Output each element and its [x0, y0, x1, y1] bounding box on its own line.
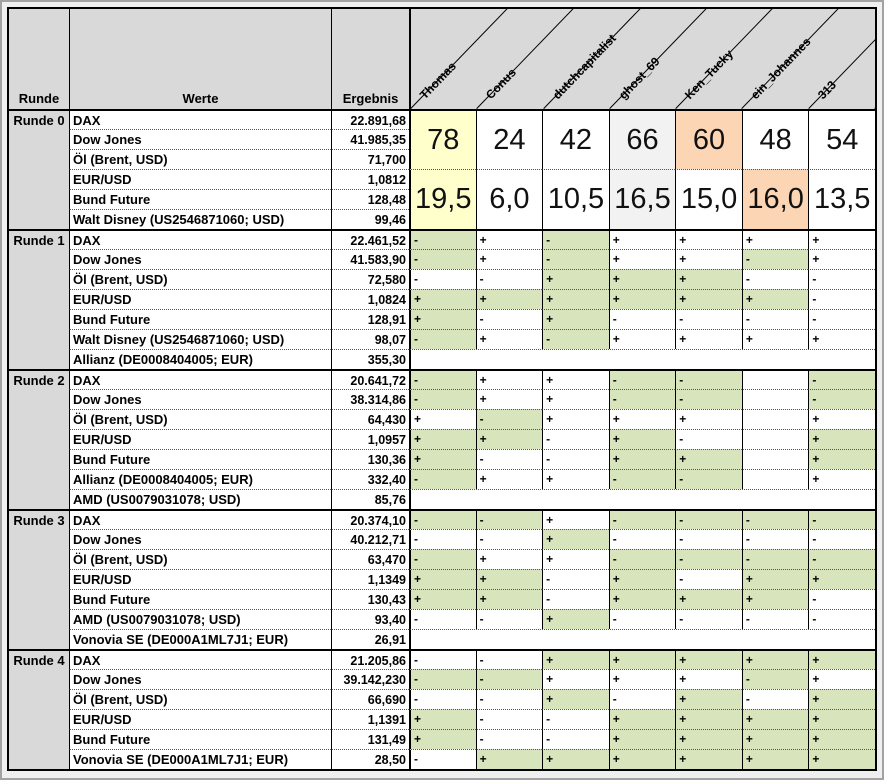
prediction-cell[interactable]: +: [675, 449, 742, 469]
instrument-name[interactable]: EUR/USD: [69, 569, 331, 589]
prediction-cell[interactable]: -: [808, 509, 875, 529]
prediction-cell[interactable]: +: [808, 249, 875, 269]
prediction-cell[interactable]: +: [609, 649, 676, 669]
prediction-cell[interactable]: +: [609, 429, 676, 449]
score-cell[interactable]: 19,5: [409, 169, 476, 229]
prediction-cell[interactable]: -: [808, 609, 875, 629]
prediction-cell[interactable]: +: [742, 749, 809, 769]
result-value[interactable]: 131,49: [331, 729, 409, 749]
prediction-cell[interactable]: +: [609, 229, 676, 249]
prediction-cell[interactable]: [742, 449, 809, 469]
prediction-cell[interactable]: -: [409, 509, 476, 529]
prediction-cell[interactable]: +: [675, 689, 742, 709]
prediction-cell[interactable]: [742, 409, 809, 429]
prediction-cell[interactable]: +: [675, 749, 742, 769]
prediction-cell[interactable]: +: [609, 749, 676, 769]
result-value[interactable]: 85,76: [331, 489, 409, 509]
new-instrument-empty-row[interactable]: [409, 349, 875, 369]
prediction-cell[interactable]: +: [609, 669, 676, 689]
prediction-cell[interactable]: -: [476, 509, 543, 529]
prediction-cell[interactable]: -: [542, 429, 609, 449]
instrument-name[interactable]: Bund Future: [69, 309, 331, 329]
prediction-cell[interactable]: +: [609, 569, 676, 589]
instrument-name[interactable]: Dow Jones: [69, 529, 331, 549]
prediction-cell[interactable]: +: [542, 689, 609, 709]
score-cell[interactable]: 16,5: [609, 169, 676, 229]
prediction-cell[interactable]: -: [742, 689, 809, 709]
prediction-cell[interactable]: -: [409, 269, 476, 289]
instrument-name[interactable]: Bund Future: [69, 589, 331, 609]
prediction-cell[interactable]: +: [675, 589, 742, 609]
result-value[interactable]: 1,0812: [331, 169, 409, 189]
prediction-cell[interactable]: +: [808, 329, 875, 349]
prediction-cell[interactable]: +: [808, 689, 875, 709]
prediction-cell[interactable]: +: [675, 709, 742, 729]
prediction-cell[interactable]: [742, 429, 809, 449]
score-cell[interactable]: 48: [742, 109, 809, 169]
prediction-cell[interactable]: -: [476, 669, 543, 689]
prediction-cell[interactable]: -: [808, 589, 875, 609]
prediction-cell[interactable]: +: [476, 469, 543, 489]
result-value[interactable]: 1,1349: [331, 569, 409, 589]
prediction-cell[interactable]: -: [742, 249, 809, 269]
prediction-cell[interactable]: +: [542, 609, 609, 629]
result-value[interactable]: 355,30: [331, 349, 409, 369]
instrument-name[interactable]: DAX: [69, 229, 331, 249]
result-value[interactable]: 66,690: [331, 689, 409, 709]
result-value[interactable]: 72,580: [331, 269, 409, 289]
prediction-cell[interactable]: +: [609, 729, 676, 749]
prediction-cell[interactable]: +: [808, 469, 875, 489]
prediction-cell[interactable]: +: [609, 289, 676, 309]
header-players: [409, 9, 875, 109]
diagonal-border-line: [874, 9, 875, 109]
prediction-cell[interactable]: -: [476, 729, 543, 749]
prediction-cell[interactable]: +: [542, 469, 609, 489]
prediction-cell[interactable]: -: [542, 569, 609, 589]
result-value[interactable]: 128,91: [331, 309, 409, 329]
result-value[interactable]: 64,430: [331, 409, 409, 429]
prediction-cell[interactable]: -: [609, 389, 676, 409]
result-value[interactable]: 22.461,52: [331, 229, 409, 249]
prediction-cell[interactable]: -: [609, 309, 676, 329]
prediction-cell[interactable]: +: [808, 729, 875, 749]
score-cell[interactable]: 54: [808, 109, 875, 169]
player-name[interactable]: Conus: [483, 65, 520, 102]
prediction-cell[interactable]: +: [742, 329, 809, 349]
prediction-cell[interactable]: +: [808, 669, 875, 689]
score-cell[interactable]: 15,0: [675, 169, 742, 229]
score-cell[interactable]: 24: [476, 109, 543, 169]
prediction-cell[interactable]: +: [675, 329, 742, 349]
round-label[interactable]: Runde 0: [9, 109, 69, 229]
prediction-cell[interactable]: -: [409, 329, 476, 349]
result-value[interactable]: 128,48: [331, 189, 409, 209]
prediction-cell[interactable]: [742, 389, 809, 409]
prediction-cell[interactable]: +: [675, 289, 742, 309]
prediction-cell[interactable]: -: [476, 709, 543, 729]
new-instrument-empty-row[interactable]: [409, 489, 875, 509]
instrument-name[interactable]: Walt Disney (US2546871060; USD): [69, 329, 331, 349]
prediction-cell[interactable]: +: [742, 229, 809, 249]
prediction-cell[interactable]: -: [808, 269, 875, 289]
player-name[interactable]: ein_Johannes: [748, 34, 815, 102]
result-value[interactable]: 130,43: [331, 589, 409, 609]
instrument-name[interactable]: Dow Jones: [69, 249, 331, 269]
prediction-cell[interactable]: -: [808, 369, 875, 389]
prediction-cell[interactable]: +: [409, 309, 476, 329]
header-runde[interactable]: Runde: [9, 9, 69, 109]
result-value[interactable]: 22.891,68: [331, 109, 409, 129]
prediction-cell[interactable]: +: [542, 529, 609, 549]
prediction-cell[interactable]: +: [609, 409, 676, 429]
prediction-cell[interactable]: +: [609, 249, 676, 269]
prediction-cell[interactable]: +: [742, 589, 809, 609]
instrument-name[interactable]: EUR/USD: [69, 289, 331, 309]
prediction-cell[interactable]: -: [742, 269, 809, 289]
prediction-cell[interactable]: +: [542, 309, 609, 329]
prediction-cell[interactable]: +: [609, 269, 676, 289]
prediction-cell[interactable]: -: [742, 669, 809, 689]
instrument-name[interactable]: Walt Disney (US2546871060; USD): [69, 209, 331, 229]
score-cell[interactable]: 13,5: [808, 169, 875, 229]
result-value[interactable]: 39.142,230: [331, 669, 409, 689]
prediction-cell[interactable]: -: [808, 549, 875, 569]
prediction-cell[interactable]: +: [542, 389, 609, 409]
prediction-cell[interactable]: -: [409, 549, 476, 569]
player-name[interactable]: dutchcapitalist: [549, 31, 619, 102]
result-value[interactable]: 332,40: [331, 469, 409, 489]
result-value[interactable]: 28,50: [331, 749, 409, 769]
prediction-cell[interactable]: +: [542, 509, 609, 529]
score-cell[interactable]: 6,0: [476, 169, 543, 229]
prediction-cell[interactable]: +: [409, 429, 476, 449]
prediction-cell[interactable]: +: [409, 709, 476, 729]
prediction-cell[interactable]: -: [675, 549, 742, 569]
prediction-cell[interactable]: +: [742, 709, 809, 729]
result-value[interactable]: 21.205,86: [331, 649, 409, 669]
player-name[interactable]: Thomas: [416, 59, 459, 102]
result-value[interactable]: 98,07: [331, 329, 409, 349]
prediction-cell[interactable]: -: [476, 409, 543, 429]
instrument-name[interactable]: EUR/USD: [69, 429, 331, 449]
prediction-cell[interactable]: -: [542, 229, 609, 249]
prediction-cell[interactable]: -: [609, 369, 676, 389]
prediction-cell[interactable]: +: [476, 329, 543, 349]
instrument-name[interactable]: DAX: [69, 109, 331, 129]
result-value[interactable]: 20.374,10: [331, 509, 409, 529]
prediction-cell[interactable]: -: [742, 549, 809, 569]
instrument-name[interactable]: DAX: [69, 369, 331, 389]
prediction-cell[interactable]: +: [542, 269, 609, 289]
round-label[interactable]: Runde 4: [9, 649, 69, 769]
prediction-cell[interactable]: +: [476, 289, 543, 309]
instrument-name[interactable]: Dow Jones: [69, 669, 331, 689]
prediction-cell[interactable]: [742, 369, 809, 389]
instrument-name[interactable]: Allianz (DE0008404005; EUR): [69, 349, 331, 369]
prediction-cell[interactable]: +: [808, 749, 875, 769]
result-value[interactable]: 40.212,71: [331, 529, 409, 549]
prediction-cell[interactable]: -: [476, 309, 543, 329]
instrument-name[interactable]: AMD (US0079031078; USD): [69, 489, 331, 509]
prediction-cell[interactable]: -: [808, 309, 875, 329]
result-value[interactable]: 99,46: [331, 209, 409, 229]
result-value[interactable]: 63,470: [331, 549, 409, 569]
prediction-cell[interactable]: -: [808, 389, 875, 409]
prediction-cell[interactable]: -: [476, 269, 543, 289]
prediction-cell[interactable]: -: [409, 749, 476, 769]
score-cell[interactable]: 16,0: [742, 169, 809, 229]
round-label[interactable]: Runde 1: [9, 229, 69, 369]
prediction-table: [7, 7, 877, 771]
prediction-cell[interactable]: -: [542, 709, 609, 729]
prediction-cell[interactable]: -: [609, 529, 676, 549]
prediction-cell[interactable]: -: [742, 609, 809, 629]
instrument-name[interactable]: Allianz (DE0008404005; EUR): [69, 469, 331, 489]
prediction-cell[interactable]: -: [409, 529, 476, 549]
prediction-cell[interactable]: +: [476, 549, 543, 569]
prediction-cell[interactable]: +: [476, 589, 543, 609]
prediction-cell[interactable]: +: [542, 649, 609, 669]
instrument-name[interactable]: Bund Future: [69, 189, 331, 209]
prediction-cell[interactable]: -: [742, 309, 809, 329]
prediction-cell[interactable]: +: [409, 729, 476, 749]
score-cell[interactable]: 42: [542, 109, 609, 169]
prediction-cell[interactable]: -: [409, 389, 476, 409]
prediction-cell[interactable]: -: [476, 449, 543, 469]
prediction-cell[interactable]: +: [476, 229, 543, 249]
new-instrument-empty-row[interactable]: [409, 629, 875, 649]
header-ergebnis[interactable]: Ergebnis: [331, 9, 409, 109]
prediction-cell[interactable]: -: [675, 429, 742, 449]
prediction-cell[interactable]: +: [675, 649, 742, 669]
prediction-cell[interactable]: -: [476, 609, 543, 629]
prediction-cell[interactable]: +: [808, 409, 875, 429]
prediction-cell[interactable]: -: [542, 449, 609, 469]
prediction-cell[interactable]: +: [808, 649, 875, 669]
prediction-cell[interactable]: -: [542, 729, 609, 749]
prediction-cell[interactable]: +: [609, 329, 676, 349]
round-label[interactable]: Runde 3: [9, 509, 69, 649]
prediction-cell[interactable]: -: [609, 689, 676, 709]
prediction-cell[interactable]: +: [675, 729, 742, 749]
prediction-cell[interactable]: -: [609, 509, 676, 529]
prediction-cell[interactable]: +: [476, 749, 543, 769]
prediction-cell[interactable]: -: [476, 649, 543, 669]
prediction-cell[interactable]: -: [409, 649, 476, 669]
prediction-cell[interactable]: -: [409, 609, 476, 629]
score-cell[interactable]: 60: [675, 109, 742, 169]
instrument-name[interactable]: Bund Future: [69, 449, 331, 469]
player-name[interactable]: ghost_69: [615, 54, 663, 102]
result-value[interactable]: 130,36: [331, 449, 409, 469]
prediction-cell[interactable]: -: [675, 369, 742, 389]
prediction-cell[interactable]: -: [542, 249, 609, 269]
prediction-cell[interactable]: +: [742, 289, 809, 309]
instrument-name[interactable]: Öl (Brent, USD): [69, 549, 331, 569]
prediction-cell[interactable]: +: [542, 369, 609, 389]
prediction-cell[interactable]: +: [542, 289, 609, 309]
prediction-cell[interactable]: -: [675, 529, 742, 549]
prediction-cell[interactable]: +: [742, 569, 809, 589]
instrument-name[interactable]: Bund Future: [69, 729, 331, 749]
prediction-cell[interactable]: -: [409, 249, 476, 269]
prediction-cell[interactable]: +: [609, 449, 676, 469]
prediction-cell[interactable]: +: [542, 409, 609, 429]
prediction-cell[interactable]: -: [409, 669, 476, 689]
score-cell[interactable]: 10,5: [542, 169, 609, 229]
prediction-cell[interactable]: -: [409, 229, 476, 249]
result-value[interactable]: 38.314,86: [331, 389, 409, 409]
prediction-cell[interactable]: -: [742, 509, 809, 529]
prediction-cell[interactable]: -: [609, 609, 676, 629]
prediction-cell[interactable]: +: [742, 649, 809, 669]
instrument-name[interactable]: AMD (US0079031078; USD): [69, 609, 331, 629]
prediction-cell[interactable]: -: [409, 369, 476, 389]
prediction-cell[interactable]: +: [476, 429, 543, 449]
instrument-name[interactable]: Öl (Brent, USD): [69, 409, 331, 429]
prediction-cell[interactable]: -: [609, 469, 676, 489]
prediction-cell[interactable]: -: [675, 389, 742, 409]
prediction-cell[interactable]: +: [609, 589, 676, 609]
instrument-name[interactable]: EUR/USD: [69, 709, 331, 729]
prediction-cell[interactable]: +: [675, 229, 742, 249]
prediction-cell[interactable]: -: [808, 289, 875, 309]
instrument-name[interactable]: Dow Jones: [69, 129, 331, 149]
prediction-cell[interactable]: +: [808, 569, 875, 589]
prediction-cell[interactable]: +: [675, 249, 742, 269]
prediction-cell[interactable]: +: [409, 569, 476, 589]
prediction-cell[interactable]: +: [476, 249, 543, 269]
result-value[interactable]: 1,0957: [331, 429, 409, 449]
result-value[interactable]: 41.985,35: [331, 129, 409, 149]
score-cell[interactable]: 66: [609, 109, 676, 169]
prediction-cell[interactable]: +: [409, 449, 476, 469]
instrument-name[interactable]: Öl (Brent, USD): [69, 269, 331, 289]
player-name[interactable]: 313: [814, 77, 839, 102]
prediction-cell[interactable]: +: [476, 569, 543, 589]
result-value[interactable]: 41.583,90: [331, 249, 409, 269]
header-werte[interactable]: Werte: [69, 9, 331, 109]
prediction-cell[interactable]: +: [476, 369, 543, 389]
instrument-name[interactable]: Vonovia SE (DE000A1ML7J1; EUR): [69, 629, 331, 649]
prediction-cell[interactable]: +: [675, 669, 742, 689]
prediction-cell[interactable]: +: [409, 589, 476, 609]
prediction-cell[interactable]: +: [409, 289, 476, 309]
instrument-name[interactable]: Vonovia SE (DE000A1ML7J1; EUR): [69, 749, 331, 769]
prediction-cell[interactable]: +: [808, 709, 875, 729]
prediction-cell[interactable]: +: [609, 709, 676, 729]
prediction-cell[interactable]: +: [675, 409, 742, 429]
result-value[interactable]: 93,40: [331, 609, 409, 629]
prediction-cell[interactable]: -: [409, 689, 476, 709]
prediction-cell[interactable]: -: [675, 509, 742, 529]
prediction-cell[interactable]: +: [808, 449, 875, 469]
prediction-cell[interactable]: +: [542, 669, 609, 689]
player-name[interactable]: Ken_Tucky: [682, 46, 737, 102]
result-value[interactable]: 26,91: [331, 629, 409, 649]
score-cell[interactable]: 78: [409, 109, 476, 169]
prediction-cell[interactable]: +: [808, 229, 875, 249]
result-value[interactable]: 71,700: [331, 149, 409, 169]
prediction-cell[interactable]: -: [675, 609, 742, 629]
result-value[interactable]: 20.641,72: [331, 369, 409, 389]
instrument-name[interactable]: EUR/USD: [69, 169, 331, 189]
prediction-cell[interactable]: -: [409, 469, 476, 489]
prediction-cell[interactable]: -: [675, 469, 742, 489]
prediction-cell[interactable]: +: [542, 549, 609, 569]
result-value[interactable]: 1,0824: [331, 289, 409, 309]
prediction-cell[interactable]: +: [409, 409, 476, 429]
prediction-cell[interactable]: +: [742, 729, 809, 749]
prediction-cell[interactable]: -: [542, 329, 609, 349]
result-value[interactable]: 1,1391: [331, 709, 409, 729]
instrument-name[interactable]: Dow Jones: [69, 389, 331, 409]
instrument-name[interactable]: Öl (Brent, USD): [69, 689, 331, 709]
prediction-cell[interactable]: +: [542, 749, 609, 769]
prediction-cell[interactable]: -: [609, 549, 676, 569]
prediction-cell[interactable]: +: [476, 389, 543, 409]
prediction-cell[interactable]: +: [675, 269, 742, 289]
prediction-cell[interactable]: -: [675, 309, 742, 329]
prediction-cell[interactable]: [742, 469, 809, 489]
prediction-cell[interactable]: -: [476, 529, 543, 549]
prediction-cell[interactable]: -: [542, 589, 609, 609]
instrument-name[interactable]: DAX: [69, 509, 331, 529]
instrument-name[interactable]: DAX: [69, 649, 331, 669]
prediction-cell[interactable]: -: [808, 529, 875, 549]
round-label[interactable]: Runde 2: [9, 369, 69, 509]
prediction-cell[interactable]: +: [808, 429, 875, 449]
prediction-cell[interactable]: -: [476, 689, 543, 709]
prediction-cell[interactable]: -: [742, 529, 809, 549]
instrument-name[interactable]: Öl (Brent, USD): [69, 149, 331, 169]
prediction-cell[interactable]: -: [675, 569, 742, 589]
